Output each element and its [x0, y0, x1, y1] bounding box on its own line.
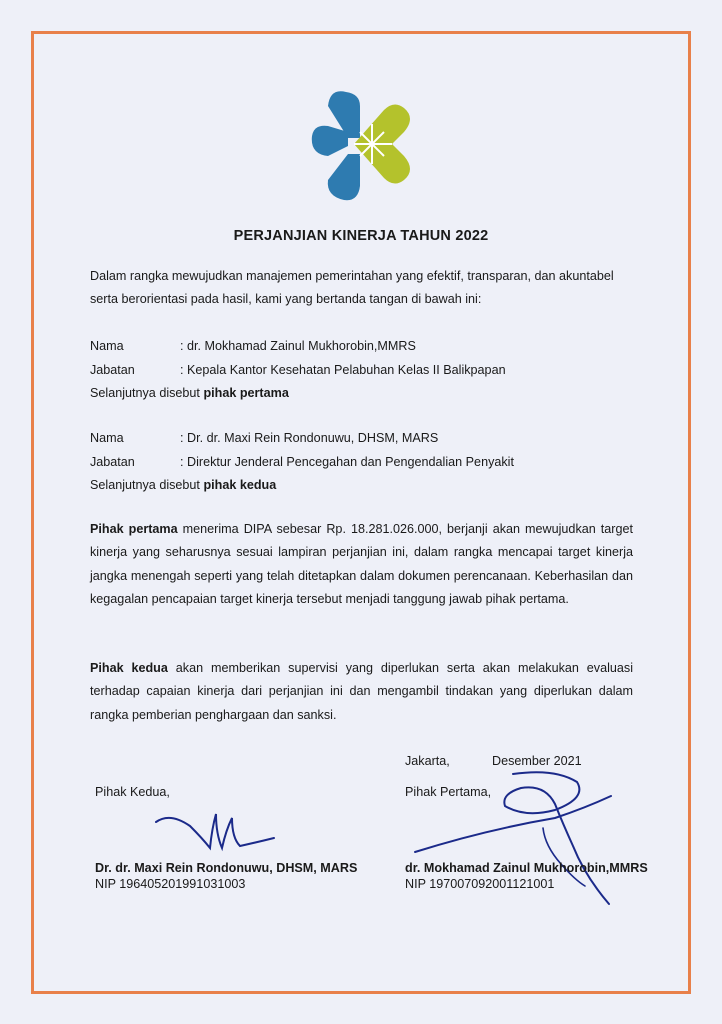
- party2-nama-value: : Dr. dr. Maxi Rein Rondonuwu, DHSM, MARS: [180, 431, 439, 445]
- party2-reference: [90, 477, 276, 493]
- party1-ref-bold: pihak pertama: [203, 386, 289, 400]
- signing-place: Jakarta,: [405, 754, 450, 768]
- right-sig-role: Pihak Pertama,: [405, 785, 492, 799]
- left-signature: [150, 808, 280, 858]
- left-sig-nip: NIP 196405201991031003: [95, 877, 246, 891]
- intro-line-1: Dalam rangka mewujudkan manajemen pemerintahan yang efektif, transparan, dan akuntabel: [90, 269, 614, 283]
- party1-ref-prefix: Selanjutnya disebut: [90, 386, 200, 400]
- party2-ref-bold: pihak kedua: [203, 478, 277, 492]
- party2-jabatan-label: Jabatan: [90, 455, 135, 469]
- para1-bold: Pihak pertama: [90, 522, 178, 536]
- para2-bold: Pihak kedua: [90, 661, 168, 675]
- signing-date: Desember 2021: [492, 754, 582, 768]
- party1-nama-value: : dr. Mokhamad Zainul Mukhorobin,MMRS: [180, 339, 416, 353]
- party1-jabatan-value: : Kepala Kantor Kesehatan Pelabuhan Kelas II Balikpapan: [180, 363, 506, 377]
- party2-ref-prefix: Selanjutnya disebut: [90, 478, 200, 492]
- logo-petal-left: [312, 126, 348, 156]
- left-sig-role: Pihak Kedua,: [95, 785, 170, 799]
- party2-jabatan-value: : Direktur Jenderal Pencegahan dan Pengendalian Penyakit: [180, 455, 514, 469]
- intro-line-2: serta berorientasi pada hasil, kami yang bertanda tangan di bawah ini:: [90, 292, 482, 306]
- party1-nama-label: Nama: [90, 339, 124, 353]
- right-sig-name: dr. Mokhamad Zainul Mukhorobin,MMRS: [405, 861, 648, 875]
- ministry-logo: [308, 88, 416, 204]
- right-sig-nip: NIP 197007092001121001: [405, 877, 555, 891]
- party1-jabatan-label: Jabatan: [90, 363, 135, 377]
- paragraph-pihak-pertama: [90, 518, 633, 611]
- page-title: PERJANJIAN KINERJA TAHUN 2022: [233, 228, 489, 244]
- left-sig-name: Dr. dr. Maxi Rein Rondonuwu, DHSM, MARS: [95, 861, 358, 875]
- paragraph-pihak-kedua: [90, 657, 633, 727]
- para2-text: akan memberikan supervisi yang diperlukan serta akan melakukan evaluasi terhadap capaian kinerja dari perjanjian ini dan mengambil tindakan yang diperlukan dalam rangka pemberian penghargaan dan sanksi.: [90, 661, 633, 722]
- logo-petal-bottom: [328, 154, 360, 200]
- para1-text: menerima DIPA sebesar Rp. 18.281.026.000, berjanji akan mewujudkan target kinerja yang seharusnya sesuai lampiran perjanjian ini, dalam rangka mencapai target kinerja jangka menengah seperti yang telah ditetapkan dalam dokumen perencanaan. Keberhasilan dan kegagalan pencapaian target kinerja tersebut menjadi tanggung jawab pihak pertama.: [90, 522, 633, 606]
- party2-nama-label: Nama: [90, 431, 124, 445]
- party1-reference: [90, 385, 289, 401]
